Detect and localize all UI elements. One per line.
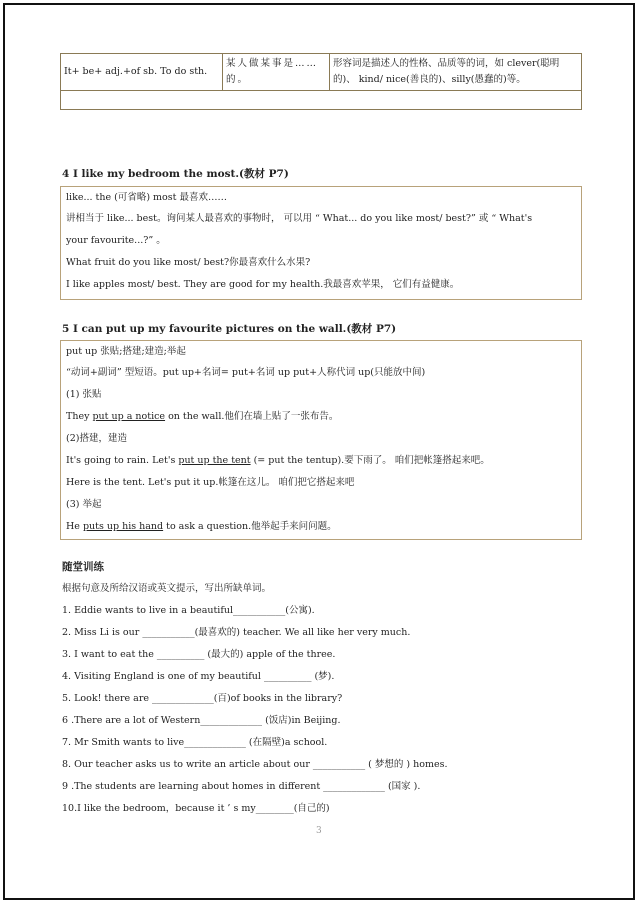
underlined-phrase: puts up his hand: [82, 521, 164, 532]
exercise-item: 4. Visiting England is one of my beautiful __________ (梦).: [62, 671, 335, 682]
text-line: (1) 张贴: [66, 389, 102, 400]
note-line: 形容词是描述人的性格、品质等的词，如 clever(聪明: [333, 58, 560, 69]
text-line: 讲相当于 like... best。询问某人最喜欢的事物时， 可以用 “ What... do you like most/ best?” 或 “ What's: [66, 213, 533, 224]
exercise-item: 5. Look! there are _____________(百)of books in the library?: [62, 693, 343, 704]
grammar-table: [60, 53, 582, 110]
practice-section: [62, 556, 448, 820]
empty-table-row: [60, 91, 582, 110]
text-line: Here is the tent. Let's put it up.帐篷在这儿。 咱们把它搭起来吧: [66, 477, 355, 488]
exercise-item: 6 .There are a lot of Western_____________ (饭店)in Beijing.: [62, 715, 341, 726]
example-line: [66, 516, 576, 538]
section-5-box: [60, 340, 582, 540]
section-4-heading: 4 I like my bedroom the most.(教材 P7): [62, 168, 289, 180]
exercise-item: 7. Mr Smith wants to live_____________ (在隔壁)a school.: [62, 737, 328, 748]
text-line: What fruit do you like most/ best?你最喜欢什么水果?: [66, 257, 311, 268]
table-row: [61, 54, 582, 91]
underlined-phrase: put up the tent: [178, 455, 251, 466]
underlined-phrase: put up a notice: [92, 411, 166, 422]
example-line: [66, 450, 576, 472]
exercise-item: 10.I like the bedroom，because it ’ s my________(自己的): [62, 803, 330, 814]
example-line: [66, 406, 576, 428]
text-line: (3) 举起: [66, 499, 102, 510]
exercise-item: 9 .The students are learning about homes in different _____________ (国家 ).: [62, 781, 421, 792]
text-line: I like apples most/ best. They are good for my health.我最喜欢苹果， 它们有益健康。: [66, 279, 460, 290]
pattern-cell: It+ be+ adj.+of sb. To do sth.: [61, 54, 223, 91]
section-4-box: [60, 186, 582, 300]
text-span: on the wall.他们在墙上贴了一张布告。: [165, 411, 339, 422]
page-number: 3: [316, 826, 322, 836]
text-line: “动词+副词” 型短语。put up+名词= put+名词 up put+人称代词 up(只能放中间): [66, 367, 426, 378]
text-span: He: [66, 521, 83, 532]
exercise-item: 1. Eddie wants to live in a beautiful___________(公寓).: [62, 605, 315, 616]
text-line: like... the (可省略) most 最喜欢……: [66, 192, 227, 203]
note-line: 的)、 kind/ nice(善良的)、silly(愚蠢的)等。: [333, 74, 526, 85]
meaning-cell: 某人做某事是……的。: [223, 54, 330, 91]
text-line: put up 张贴;搭建;建造;举起: [66, 346, 186, 357]
practice-instruction: 根据句意及所给汉语或英文提示，写出所缺单词。: [62, 583, 272, 594]
text-span: It's going to rain. Let's: [66, 455, 179, 466]
note-cell: [330, 54, 582, 91]
section-5-heading: 5 I can put up my favourite pictures on the wall.(教材 P7): [62, 323, 397, 335]
text-span: (= put the tentup).要下雨了。 咱们把帐篷搭起来吧。: [250, 455, 490, 466]
text-span: They: [66, 411, 93, 422]
text-span: to ask a question.他举起手来问问题。: [163, 521, 337, 532]
exercise-item: 8. Our teacher asks us to write an article about our ___________ ( 梦想的 ) homes.: [62, 759, 448, 770]
exercise-item: 3. I want to eat the __________ (最大的) apple of the three.: [62, 649, 336, 660]
text-line: (2)搭建，建造: [66, 433, 127, 444]
practice-title: 随堂训练: [62, 561, 104, 573]
exercise-item: 2. Miss Li is our ___________(最喜欢的) teacher. We all like her very much.: [62, 627, 411, 638]
text-line: your favourite...?” 。: [66, 235, 166, 246]
